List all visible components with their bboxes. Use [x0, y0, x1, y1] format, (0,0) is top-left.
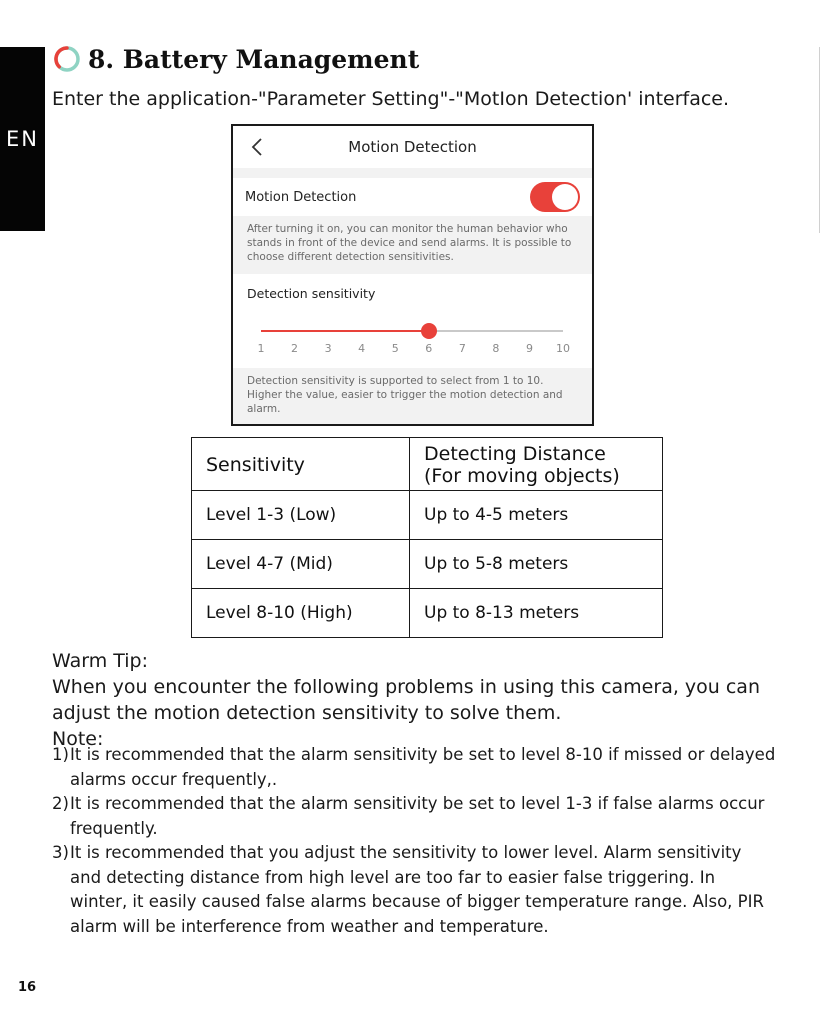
list-item: [52, 792, 777, 841]
table-cell: Up to 5-8 meters: [410, 540, 663, 589]
list-item-text: It is recommended that you adjust the sensitivity to lower level. Alarm sensitivity and detecting distance from high level are too far to easier false triggering. In winter, it easily caused false alarms because of bigger temperature range. Also, PIR alarm will be interference from weather and temperature.: [70, 843, 764, 936]
slider-tick-label: 3: [324, 342, 332, 355]
slider-tick-label: 1: [257, 342, 265, 355]
slider-tick-label: 5: [391, 342, 399, 355]
sensitivity-panel: [233, 274, 592, 368]
table-cell: Level 1-3 (Low): [192, 491, 410, 540]
table-header-sensitivity: Sensitivity: [192, 438, 410, 491]
page-edge-rule: [819, 47, 820, 233]
slider-thumb[interactable]: [421, 323, 437, 339]
language-tab-label: EN: [6, 127, 39, 151]
page-number: 16: [18, 980, 37, 995]
slider-tick-label: 7: [458, 342, 466, 355]
motion-detection-toggle[interactable]: [530, 182, 580, 212]
list-item-text: It is recommended that the alarm sensitivity be set to level 8-10 if missed or delayed alarms occur frequently,.: [70, 745, 776, 789]
phone-screenshot: [231, 124, 594, 426]
list-item: [52, 743, 777, 792]
table-header-row: [192, 438, 663, 491]
table-row: [192, 491, 663, 540]
table-cell: Up to 8-13 meters: [410, 589, 663, 638]
language-tab: [0, 47, 45, 231]
slider-ticks: [257, 342, 570, 356]
notes-list: [52, 743, 777, 939]
slider-tick-label: 4: [358, 342, 366, 355]
table-cell: Level 8-10 (High): [192, 589, 410, 638]
intro-text: Enter the application-"Parameter Setting"-"MotIon Detection' interface.: [52, 88, 730, 110]
motion-detection-row: [233, 178, 592, 216]
note-title: Note:: [52, 728, 104, 750]
motion-detection-label: Motion Detection: [245, 189, 357, 205]
table-header-distance: Detecting Distance (For moving objects): [410, 438, 663, 491]
toggle-note: After turning it on, you can monitor the human behavior who stands in front of the device and send alarms. It is possible to choose different detection sensitivities.: [247, 223, 572, 263]
sensitivity-table: [191, 437, 663, 638]
chevron-left-icon[interactable]: [247, 136, 269, 158]
section-heading: [52, 44, 419, 74]
list-item: [52, 841, 777, 939]
list-item-number: 2): [52, 794, 69, 813]
warm-tip-body: When you encounter the following problems in using this camera, you can adjust the motion detection sensitivity to solve them.: [52, 676, 760, 724]
ring-logo-icon: [52, 44, 82, 74]
list-item-number: 1): [52, 745, 69, 764]
sensitivity-label: Detection sensitivity: [247, 286, 376, 301]
slider-tick-label: 2: [291, 342, 299, 355]
warm-tip: [52, 648, 792, 752]
warm-tip-title: Warm Tip:: [52, 650, 149, 672]
list-item-text: It is recommended that the alarm sensitivity be set to level 1-3 if false alarms occur frequently.: [70, 794, 765, 838]
slider-tick-label: 10: [556, 342, 570, 355]
phone-nav-bar: [233, 126, 592, 168]
slider-tick-label: 9: [525, 342, 533, 355]
table-row: [192, 589, 663, 638]
slider-fill: [261, 330, 429, 332]
table-cell: Up to 4-5 meters: [410, 491, 663, 540]
section-title: 8. Battery Management: [88, 44, 420, 74]
slider-tick-label: 8: [492, 342, 500, 355]
phone-nav-title: Motion Detection: [348, 138, 477, 156]
table-cell: Level 4-7 (Mid): [192, 540, 410, 589]
sensitivity-slider[interactable]: [261, 330, 563, 332]
sensitivity-note: Detection sensitivity is supported to select from 1 to 10. Higher the value, easier to trigger the motion detection and alarm.: [247, 375, 563, 415]
slider-tick-label: 6: [425, 342, 433, 355]
toggle-knob: [552, 184, 578, 210]
list-item-number: 3): [52, 843, 69, 862]
table-row: [192, 540, 663, 589]
